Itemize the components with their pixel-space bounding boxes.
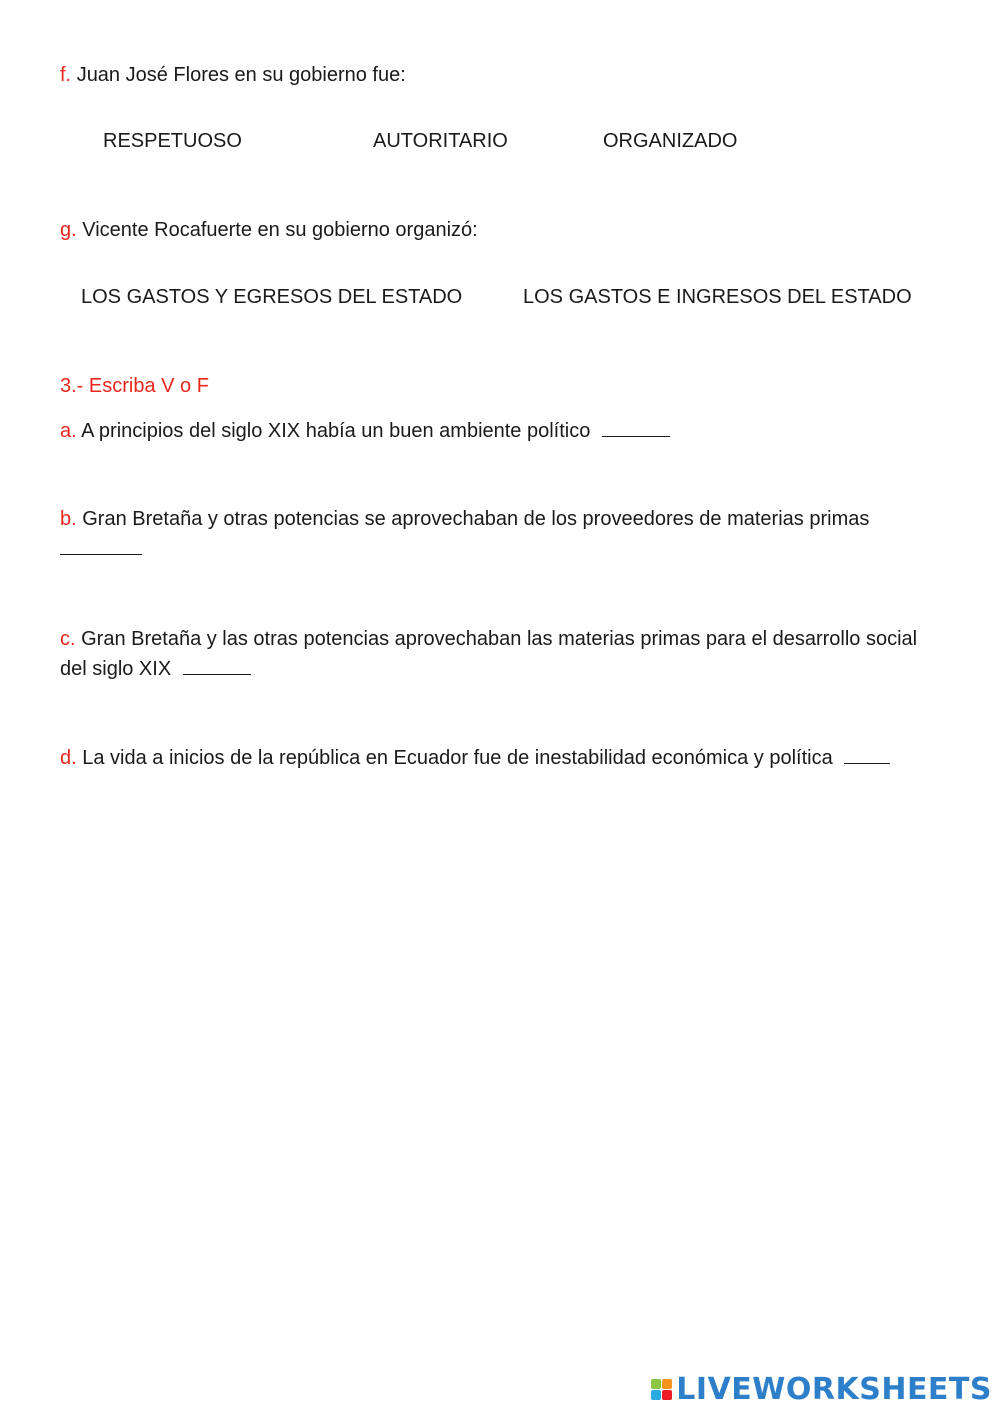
- liveworksheets-logo-text: LIVEWORKSHEETS: [676, 1372, 992, 1407]
- item-b: [60, 504, 940, 564]
- item-d: [60, 743, 890, 773]
- option-gastos-ingresos[interactable]: LOS GASTOS E INGRESOS DEL ESTADO: [523, 286, 912, 308]
- option-autoritario[interactable]: AUTORITARIO: [373, 130, 508, 152]
- question-g: [60, 215, 478, 245]
- item-b-answer-blank[interactable]: [60, 536, 142, 555]
- liveworksheets-logo: [651, 1372, 992, 1407]
- section-3-title: 3.- Escriba V o F: [60, 375, 209, 397]
- item-c-marker: c.: [60, 628, 76, 650]
- question-f-text: Juan José Flores en su gobierno fue:: [76, 64, 406, 86]
- item-c: [60, 624, 940, 684]
- item-b-text: Gran Bretaña y otras potencias se aprovechaban de los proveedores de materias primas: [82, 508, 870, 530]
- item-a: [60, 416, 670, 446]
- question-g-marker: g.: [60, 219, 77, 241]
- item-d-text: La vida a inicios de la república en Ecuador fue de inestabilidad económica y política: [82, 747, 833, 769]
- question-f: [60, 60, 406, 90]
- option-organizado[interactable]: ORGANIZADO: [603, 130, 738, 152]
- item-c-answer-blank[interactable]: [183, 656, 251, 675]
- item-a-answer-blank[interactable]: [602, 418, 670, 437]
- question-g-text: Vicente Rocafuerte en su gobierno organizó:: [82, 219, 478, 241]
- item-b-marker: b.: [60, 508, 77, 530]
- item-d-answer-blank[interactable]: [844, 745, 890, 764]
- item-a-text: A principios del siglo XIX había un buen ambiente político: [81, 420, 591, 442]
- item-a-marker: a.: [60, 420, 77, 442]
- liveworksheets-logo-icon: [651, 1379, 672, 1400]
- option-respetuoso[interactable]: RESPETUOSO: [103, 130, 242, 152]
- item-d-marker: d.: [60, 747, 77, 769]
- option-gastos-egresos[interactable]: LOS GASTOS Y EGRESOS DEL ESTADO: [81, 286, 463, 308]
- question-f-marker: f.: [60, 64, 72, 86]
- item-c-text: Gran Bretaña y las otras potencias aprovechaban las materias primas para el desarrollo social del siglo XIX: [60, 628, 918, 680]
